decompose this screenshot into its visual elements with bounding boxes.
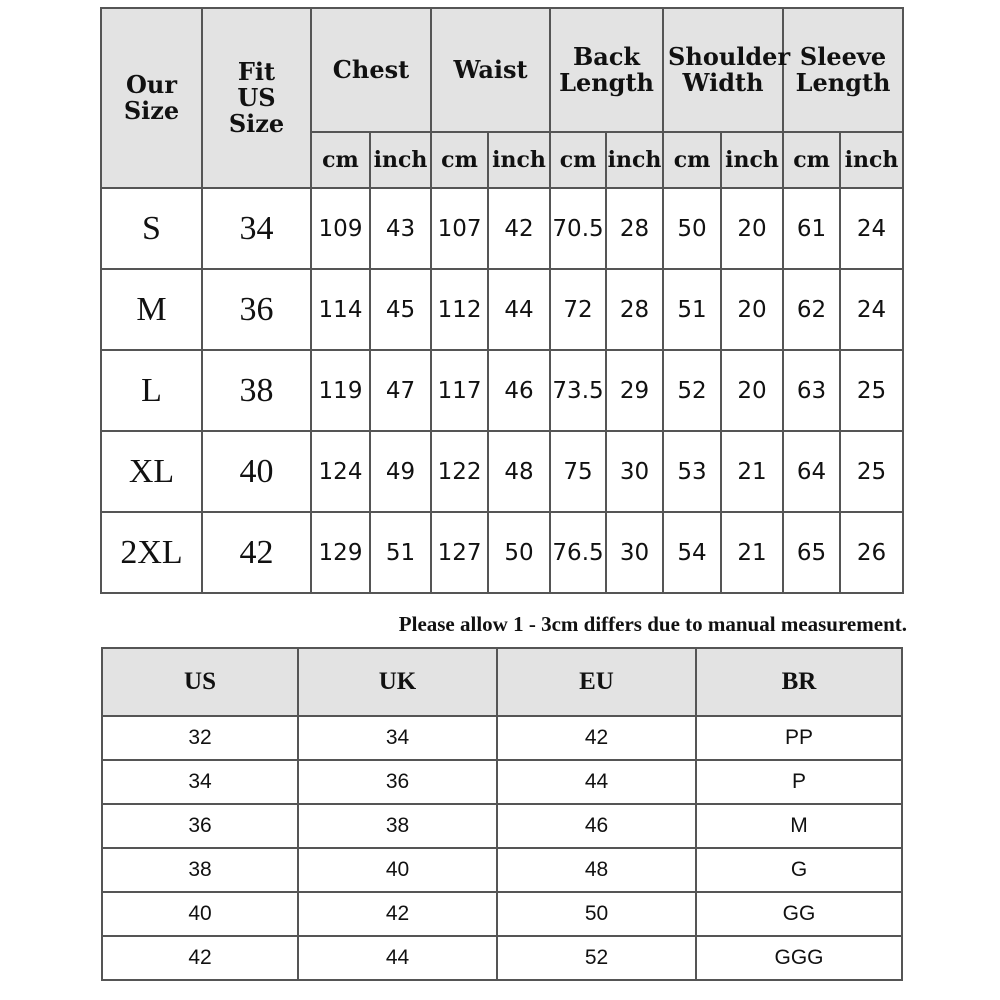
measurement-cell: 21 [721,512,783,593]
measurement-cell: 20 [721,350,783,431]
conversion-cell: 38 [102,848,298,892]
table-row [102,804,902,848]
conversion-cell: 42 [497,716,696,760]
unit-cm: cm [550,132,606,188]
measurement-cell: 48 [488,431,550,512]
measurement-cell: 28 [606,188,663,269]
measurement-cell: 63 [783,350,840,431]
measurement-cell: 47 [370,350,431,431]
measurement-cell: 61 [783,188,840,269]
measurement-cell: 76.5 [550,512,606,593]
measurement-cell: 54 [663,512,721,593]
table-row [101,431,903,512]
header-us: US [102,648,298,716]
measurement-cell: 50 [663,188,721,269]
unit-inch: inch [721,132,783,188]
unit-inch: inch [370,132,431,188]
unit-cm: cm [663,132,721,188]
us-size-cell: 38 [202,350,311,431]
measurement-cell: 129 [311,512,370,593]
us-size-cell: 40 [202,431,311,512]
conversion-cell: 38 [298,804,497,848]
our-size-cell: S [101,188,202,269]
conversion-cell: P [696,760,902,804]
conversion-cell: GGG [696,936,902,980]
measurement-cell: 75 [550,431,606,512]
measurement-cell: 122 [431,431,488,512]
table-row [101,350,903,431]
table-row [101,269,903,350]
measurement-cell: 51 [663,269,721,350]
measurement-cell: 43 [370,188,431,269]
measurement-cell: 70.5 [550,188,606,269]
measurement-cell: 53 [663,431,721,512]
our-size-cell: L [101,350,202,431]
header-our-size: Our Size [101,8,202,188]
measurement-cell: 52 [663,350,721,431]
header-chest: Chest [311,8,431,132]
table-row [101,188,903,269]
measurement-cell: 65 [783,512,840,593]
conversion-cell: 44 [298,936,497,980]
us-size-cell: 34 [202,188,311,269]
header-back-length: Back Length [550,8,663,132]
table-row [102,892,902,936]
table-row [102,760,902,804]
us-size-cell: 42 [202,512,311,593]
us-size-cell: 36 [202,269,311,350]
conversion-cell: 36 [102,804,298,848]
conversion-cell: 40 [102,892,298,936]
conversion-cell: 34 [298,716,497,760]
our-size-cell: M [101,269,202,350]
measurement-cell: 25 [840,350,903,431]
measurement-cell: 25 [840,431,903,512]
conversion-cell: PP [696,716,902,760]
measurement-cell: 28 [606,269,663,350]
unit-inch: inch [488,132,550,188]
unit-inch: inch [840,132,903,188]
our-size-cell: XL [101,431,202,512]
measurement-cell: 117 [431,350,488,431]
conversion-cell: 50 [497,892,696,936]
header-sleeve-length: Sleeve Length [783,8,903,132]
unit-cm: cm [783,132,840,188]
header-eu: EU [497,648,696,716]
header-fit-us-size: Fit US Size [202,8,311,188]
measurement-cell: 21 [721,431,783,512]
conversion-cell: 48 [497,848,696,892]
conversion-cell: 46 [497,804,696,848]
measurement-cell: 73.5 [550,350,606,431]
header-uk: UK [298,648,497,716]
measurement-cell: 29 [606,350,663,431]
measurement-cell: 119 [311,350,370,431]
conversion-cell: 32 [102,716,298,760]
measurement-cell: 46 [488,350,550,431]
table-row [102,848,902,892]
measurement-cell: 20 [721,269,783,350]
unit-cm: cm [311,132,370,188]
measurement-note: Please allow 1 - 3cm differs due to manual measurement. [398,612,907,636]
our-size-cell: 2XL [101,512,202,593]
measurement-cell: 62 [783,269,840,350]
measurement-cell: 26 [840,512,903,593]
conversion-cell: G [696,848,902,892]
conversion-cell: 34 [102,760,298,804]
conversion-cell: M [696,804,902,848]
measurement-cell: 50 [488,512,550,593]
header-br: BR [696,648,902,716]
measurement-cell: 114 [311,269,370,350]
measurement-cell: 24 [840,269,903,350]
unit-cm: cm [431,132,488,188]
header-waist: Waist [431,8,550,132]
conversion-cell: 42 [102,936,298,980]
table-row [102,936,902,980]
measurement-cell: 72 [550,269,606,350]
measurement-cell: 112 [431,269,488,350]
conversion-cell: GG [696,892,902,936]
size-chart-table [100,7,904,594]
size-conversion-table [101,647,903,981]
measurement-cell: 24 [840,188,903,269]
measurement-cell: 44 [488,269,550,350]
table-row [101,512,903,593]
measurement-cell: 109 [311,188,370,269]
table-row [102,716,902,760]
measurement-cell: 124 [311,431,370,512]
unit-inch: inch [606,132,663,188]
conversion-cell: 52 [497,936,696,980]
measurement-cell: 20 [721,188,783,269]
measurement-cell: 49 [370,431,431,512]
conversion-cell: 42 [298,892,497,936]
measurement-cell: 64 [783,431,840,512]
measurement-cell: 42 [488,188,550,269]
conversion-cell: 40 [298,848,497,892]
measurement-cell: 51 [370,512,431,593]
measurement-cell: 127 [431,512,488,593]
measurement-cell: 107 [431,188,488,269]
header-shoulder-width: Shoulder Width [663,8,783,132]
measurement-cell: 30 [606,431,663,512]
measurement-cell: 30 [606,512,663,593]
conversion-cell: 36 [298,760,497,804]
measurement-cell: 45 [370,269,431,350]
conversion-cell: 44 [497,760,696,804]
